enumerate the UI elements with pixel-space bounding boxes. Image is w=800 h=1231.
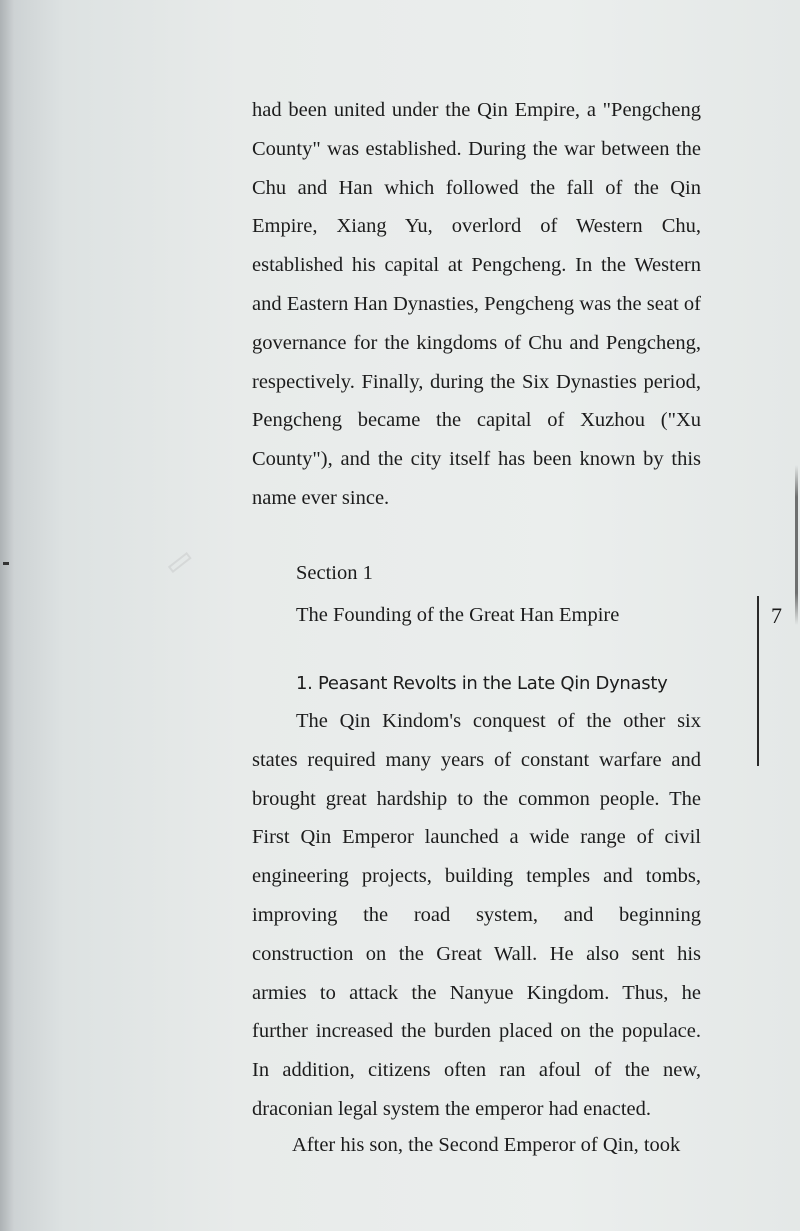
page-gutter-shadow: [0, 0, 14, 1231]
page-edge-shadow: [795, 465, 798, 625]
watermark-logo: [168, 552, 192, 573]
page-number: 7: [771, 603, 782, 628]
watermark-text: [193, 540, 204, 554]
section-title: The Founding of the Great Han Empire: [296, 604, 620, 626]
margin-rule: [757, 596, 759, 766]
stray-mark: [3, 562, 9, 565]
subsection-title: 1. Peasant Revolts in the Late Qin Dynasty: [296, 673, 668, 694]
body-paragraph-2: The Qin Kindom's conquest of the other six states required many years of constant warfare and brought great hardship to the common people. The First Qin Emperor launched a wide range of civil engineering projects, building temples and tombs, improving the road system, and beginning construction on the Great Wall. He also sent his armies to attack the Nanyue Kingdom. Thus, he further increased the burden placed on the populace. In addition, citizens often ran afoul of the new, draconian legal system the emperor had enacted.: [252, 710, 701, 1120]
body-paragraph-1: had been united under the Qin Empire, a "Pengcheng County" was established. During the war between the Chu and Han which followed the fall of the Qin Empire, Xiang Yu, overlord of Western Chu, established his capital at Pengcheng. In the Western and Eastern Han Dynasties, Pengcheng was the seat of governance for the kingdoms of Chu and Pengcheng, respectively. Finally, during the Six Dynasties period, Pengcheng became the capital of Xuzhou ("Xu County"), and the city itself has been known by this name ever since.: [252, 99, 701, 509]
body-paragraph-3: After his son, the Second Emperor of Qin, took: [292, 1134, 681, 1156]
section-label: Section 1: [296, 562, 373, 584]
publisher-watermark: [164, 540, 204, 577]
